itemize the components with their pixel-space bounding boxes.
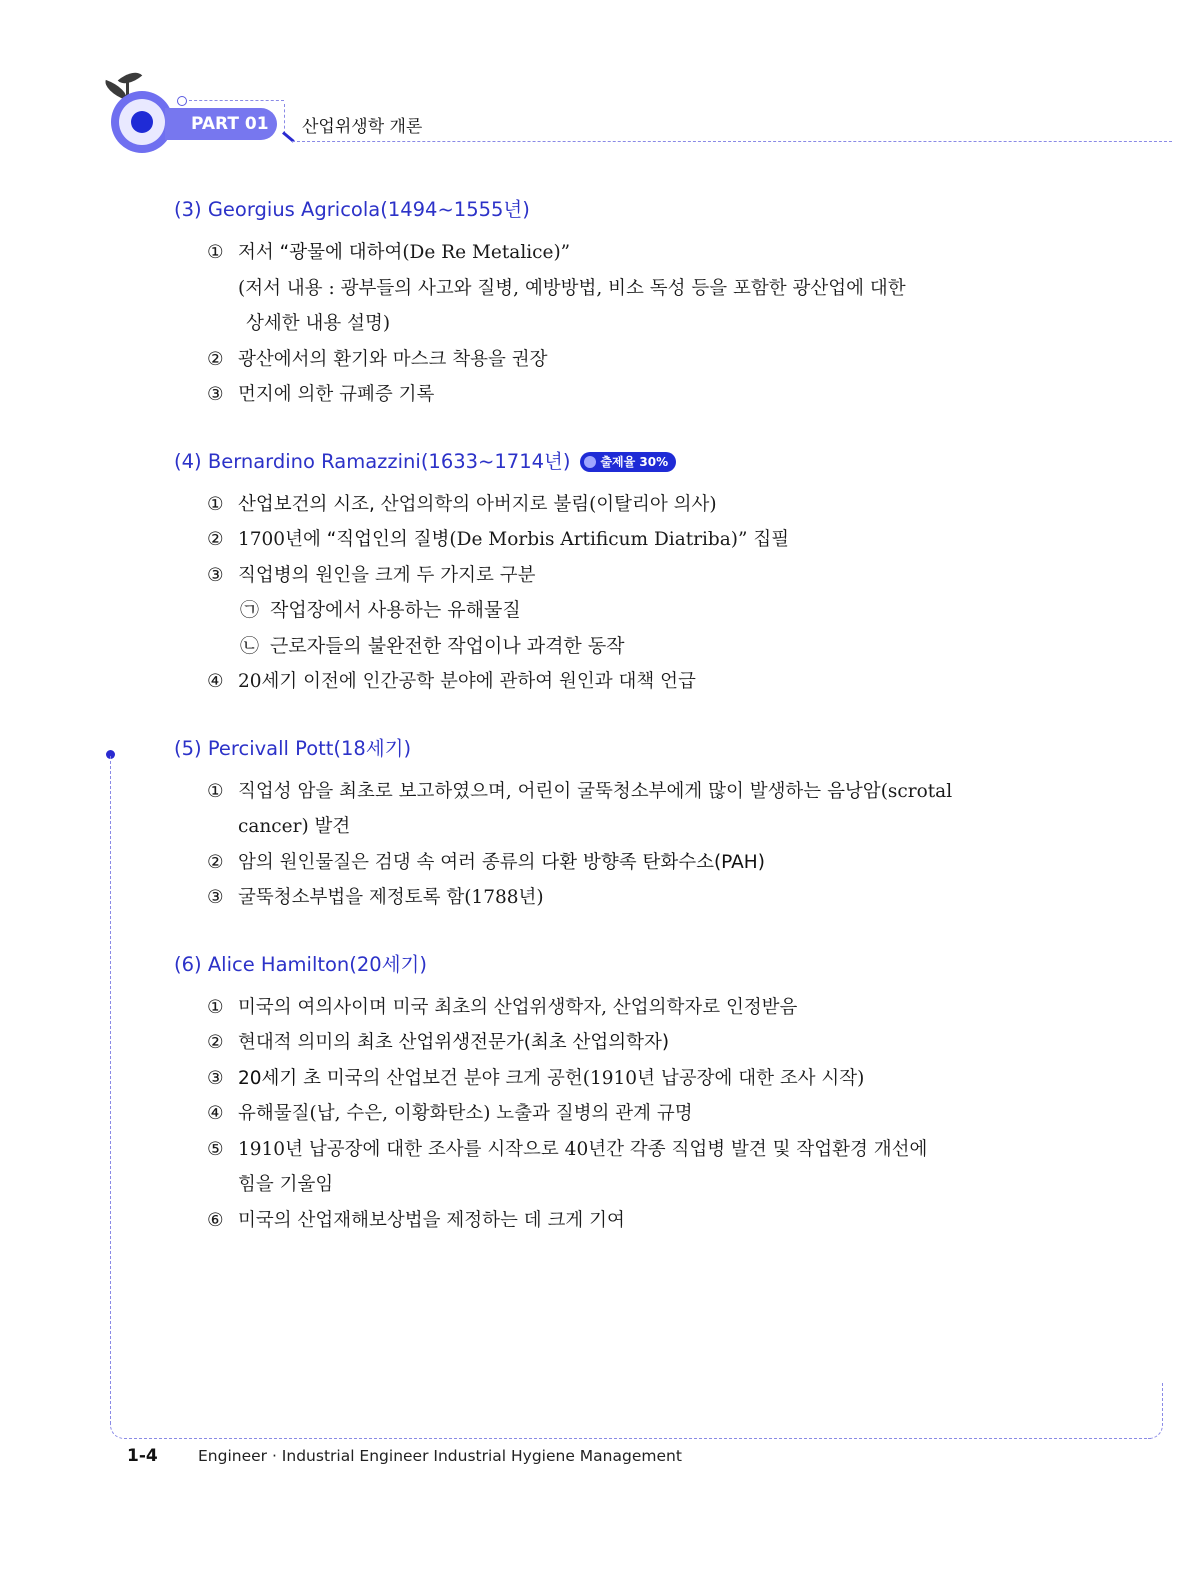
- frame-left-line: [110, 756, 111, 1424]
- logo-circle-icon: [111, 91, 173, 153]
- list-item: ① 산업보건의 시조, 산업의학의 아버지로 불림(이탈리아 의사): [207, 493, 717, 515]
- list-item: ④ 유해물질(납, 수은, 이황화탄소) 노출과 질병의 관계 규명: [207, 1103, 693, 1124]
- section-title: (4) Bernardino Ramazzini(1633~1714년) 출제율 30%: [174, 447, 1034, 477]
- frame-right-corner: [1148, 1383, 1163, 1439]
- section-pott: [174, 734, 1034, 916]
- list-item: ③ 20세기 초 미국의 산업보건 분야 크게 공헌(1910년 납공장에 대한 조사 시작): [207, 1067, 865, 1089]
- list-item: ① 직업성 암을 최초로 보고하였으며, 어린이 굴뚝청소부에게 많이 발생하는 음낭암(scrotal: [207, 780, 953, 802]
- list-item: ② 현대적 의미의 최초 산업위생전문가(최초 산업의학자): [207, 1032, 670, 1053]
- section-agricola: [174, 195, 1034, 413]
- list-item-continuation: (저서 내용 : 광부들의 사고와 질병, 예방방법, 비소 독성 등을 포함한 광산업에 대한: [238, 277, 906, 299]
- list-item: ① 저서 “광물에 대하여(De Re Metalice)”: [207, 242, 571, 263]
- list-item: ⑥ 미국의 산업재해보상법을 제정하는 데 크게 기여: [207, 1209, 625, 1231]
- section-title: (5) Percivall Pott(18세기): [174, 736, 412, 760]
- part-badge: PART 01: [165, 108, 277, 140]
- chapter-title: 산업위생학 개론: [302, 117, 423, 137]
- main-content: [174, 195, 1034, 1272]
- list-item: ④ 20세기 이전에 인간공학 분야에 관하여 원인과 대책 언급: [207, 671, 696, 692]
- list-item: ③ 직업병의 원인을 크게 두 가지로 구분: [207, 564, 536, 586]
- header-divider: [292, 141, 1172, 142]
- footer-title: Engineer · Industrial Engineer Industrial Hygiene Management: [198, 1447, 682, 1465]
- sub-list-item: ㉠ 작업장에서 사용하는 유해물질: [240, 599, 521, 621]
- badge-dot-icon: [584, 456, 596, 468]
- section-ramazzini: [174, 447, 1034, 700]
- list-item-continuation: cancer) 발견: [238, 816, 351, 837]
- list-item: ② 암의 원인물질은 검댕 속 여러 종류의 다환 방향족 탄화수소(PAH): [207, 851, 765, 873]
- list-item-continuation: 상세한 내용 설명): [246, 313, 391, 334]
- exam-rate-badge: 출제율 30%: [580, 452, 676, 472]
- list-item: ⑤ 1910년 납공장에 대한 조사를 시작으로 40년간 각종 직업병 발견 및 작업환경 개선에: [207, 1138, 928, 1160]
- list-item: ② 광산에서의 환기와 마스크 착용을 권장: [207, 348, 548, 370]
- list-item-continuation: 힘을 기울임: [238, 1174, 334, 1195]
- list-item: ② 1700년에 “직업인의 질병(De Morbis Artificum Diatriba)” 집필: [207, 529, 790, 550]
- frame-bottom-line: [110, 1424, 1151, 1439]
- list-item: ③ 먼지에 의한 규폐증 기록: [207, 384, 435, 405]
- page-number: 1-4: [127, 1446, 158, 1466]
- list-item: ③ 굴뚝청소부법을 제정토록 함(1788년): [207, 887, 544, 908]
- leaf-icon: [118, 66, 143, 89]
- section-hamilton: [174, 950, 1034, 1239]
- list-item: ① 미국의 여의사이며 미국 최초의 산업위생학자, 산업의학자로 인정받음: [207, 996, 798, 1018]
- section-title: (6) Alice Hamilton(20세기): [174, 952, 427, 976]
- section-title: (3) Georgius Agricola(1494~1555년): [174, 198, 530, 221]
- ring-icon: [177, 96, 187, 106]
- sub-list-item: ㉡ 근로자들의 불완전한 작업이나 과격한 동작: [240, 634, 625, 657]
- page-header: [0, 0, 1181, 170]
